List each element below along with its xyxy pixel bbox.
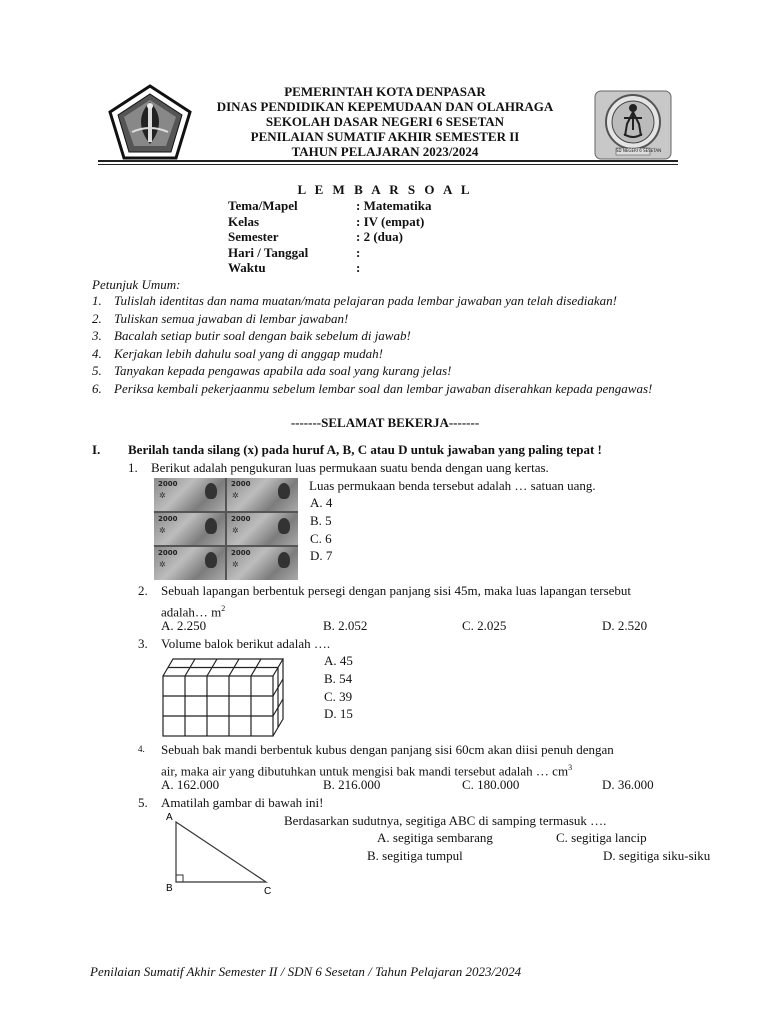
answer-option: B. 54 (324, 670, 353, 686)
instruction-number: 5. (92, 363, 102, 378)
info-key: Hari / Tanggal (228, 244, 309, 260)
question-number: 3. (138, 636, 148, 651)
info-table (228, 198, 431, 276)
info-key: Tema/Mapel (228, 198, 298, 213)
answer-option: B. 2.052 (323, 618, 368, 633)
answer-option: A. 45 (324, 653, 353, 668)
cuboid-figure (160, 656, 284, 738)
info-value: : (356, 244, 361, 260)
instruction-item (92, 345, 670, 363)
answer-option: D. 2.520 (602, 618, 648, 633)
document-title: L E M B A R S O A L (297, 182, 473, 197)
section-heading (92, 442, 602, 458)
info-row (228, 229, 431, 245)
answer-option: C. 6 (310, 530, 332, 546)
answer-option: C. 180.000 (462, 777, 520, 792)
instruction-number: 6. (92, 380, 102, 396)
answer-option: B. 216.000 (323, 777, 381, 792)
instruction-item (92, 380, 670, 398)
instruction-item (92, 292, 670, 310)
instruction-number: 2. (92, 310, 102, 326)
answer-option: B. segitiga tumpul (367, 848, 463, 863)
instruction-item (92, 362, 670, 380)
instruction-text: Periksa kembali pekerjaanmu sebelum lembar soal dan lembar jawaban diserahkan kepada pengawas! (114, 380, 653, 396)
banknote: 2000 ✲ (154, 547, 225, 580)
info-key: Semester (228, 229, 279, 244)
info-value: : IV (empat) (356, 213, 425, 229)
answer-option: A. 162.000 (161, 777, 220, 792)
answer-option: C. 39 (324, 688, 353, 704)
page-footer: Penilaian Sumatif Akhir Semester II / SDN 6 Sesetan / Tahun Pelajaran 2023/2024 (90, 964, 522, 979)
letterhead-line: PENILAIAN SUMATIF AKHIR SEMESTER II (250, 129, 520, 144)
vertex-label: A (166, 812, 173, 823)
question-text: Berikut adalah pengukuran luas permukaan suatu benda dengan uang kertas. (151, 460, 549, 475)
answer-option: C. 2.025 (462, 618, 507, 633)
answer-option: D. 36.000 (602, 777, 654, 792)
answer-option: A. segitiga sembarang (377, 830, 493, 845)
answer-option: D. 15 (324, 706, 353, 722)
answer-option: A. 2.250 (161, 618, 207, 633)
answer-option: A. 4 (310, 495, 333, 510)
school-logo-text: SD NEGERI 6 SESETAN (616, 148, 662, 153)
question-subtext: Luas permukaan benda tersebut adalah … satuan uang. (309, 478, 596, 493)
instruction-item (92, 327, 670, 345)
question-number: 5. (138, 795, 148, 810)
question-number: 2. (138, 583, 148, 598)
right-triangle-figure (160, 810, 280, 896)
info-row (228, 260, 431, 276)
unit-superscript: 3 (568, 763, 573, 772)
question-subtext: Berdasarkan sudutnya, segitiga ABC di samping termasuk …. (284, 813, 607, 828)
instruction-text: Kerjakan lebih dahulu soal yang di anggap mudah! (114, 345, 384, 361)
instruction-number: 3. (92, 328, 102, 343)
instruction-text: Tanyakan kepada pengawas apabila ada soal yang kurang jelas! (114, 363, 452, 378)
unit-superscript: 2 (221, 604, 226, 613)
answer-options (310, 494, 332, 565)
answer-option: B. 5 (310, 512, 332, 528)
question-text: Volume balok berikut adalah …. (161, 636, 331, 651)
instruction-number: 4. (92, 345, 102, 361)
info-row (228, 198, 431, 214)
good-luck-banner: -------SELAMAT BEKERJA------- (290, 415, 480, 430)
answer-option: C. segitiga lancip (556, 830, 647, 845)
banknote-value: 2000 (231, 514, 251, 523)
info-row (228, 245, 431, 261)
answer-option: D. segitiga siku-siku (603, 848, 711, 863)
letterhead-line: PEMERINTAH KOTA DENPASAR (284, 84, 486, 99)
answer-options (324, 652, 353, 723)
header-divider-thick (98, 160, 678, 162)
instruction-text: Tuliskan semua jawaban di lembar jawaban! (114, 310, 349, 326)
answer-option: D. 7 (310, 548, 333, 564)
section-instruction: Berilah tanda silang (x) pada huruf A, B, C atau D untuk jawaban yang paling tepat ! (128, 442, 602, 457)
banknote: 2000 ✲ (227, 513, 298, 546)
instructions-title: Petunjuk Umum: (92, 277, 181, 292)
banknote: 2000 ✲ (154, 513, 225, 546)
header-divider-thin (98, 164, 678, 165)
vertex-label: C (264, 886, 272, 896)
banknote: 2000 ✲ (227, 547, 298, 580)
banknote-value: 2000 (158, 480, 178, 488)
info-value: : Matematika (356, 198, 432, 213)
section-number: I. (92, 442, 101, 457)
instruction-text: Tulislah identitas dan nama muatan/mata pelajaran pada lembar jawaban yan telah disediakan! (114, 293, 618, 308)
banknote: 2000 ✲ (154, 478, 225, 511)
banknote-value: 2000 (158, 549, 178, 558)
letterhead-line: SEKOLAH DASAR NEGERI 6 SESETAN (265, 114, 505, 129)
info-value: : 2 (dua) (356, 229, 403, 244)
banknote-value: 2000 (158, 514, 178, 523)
info-value: : (356, 260, 361, 275)
question-text: Sebuah bak mandi berbentuk kubus dengan panjang sisi 60cm akan diisi penuh dengan (161, 742, 614, 757)
question-number: 1. (128, 460, 138, 475)
question-text-line: air, maka air yang dibutuhkan untuk mengisi bak mandi tersebut adalah … cm (161, 763, 569, 779)
question-text-line: adalah… m (161, 604, 222, 620)
letterhead-line: DINAS PENDIDIKAN KEPEMUDAAN DAN OLAHRAGA (216, 99, 554, 114)
info-key: Kelas (228, 213, 260, 229)
letterhead (180, 84, 590, 159)
instructions-list (92, 292, 670, 397)
instruction-text: Bacalah setiap butir soal dengan baik sebelum di jawab! (114, 328, 411, 343)
info-row (228, 214, 431, 230)
instruction-number: 1. (92, 293, 102, 308)
banknote-value: 2000 (231, 480, 251, 488)
vertex-label: B (166, 883, 173, 894)
banknote-grid-image (154, 478, 298, 580)
letterhead-line: TAHUN PELAJARAN 2023/2024 (291, 144, 479, 159)
question-text: Amatilah gambar di bawah ini! (161, 795, 324, 810)
banknote: 2000 ✲ (227, 478, 298, 511)
banknote-value: 2000 (231, 549, 251, 558)
instruction-item (92, 310, 670, 328)
question-number: 4. (138, 744, 145, 754)
info-key: Waktu (228, 260, 266, 275)
question-text: Sebuah lapangan berbentuk persegi dengan panjang sisi 45m, maka luas lapangan tersebut (161, 583, 632, 598)
